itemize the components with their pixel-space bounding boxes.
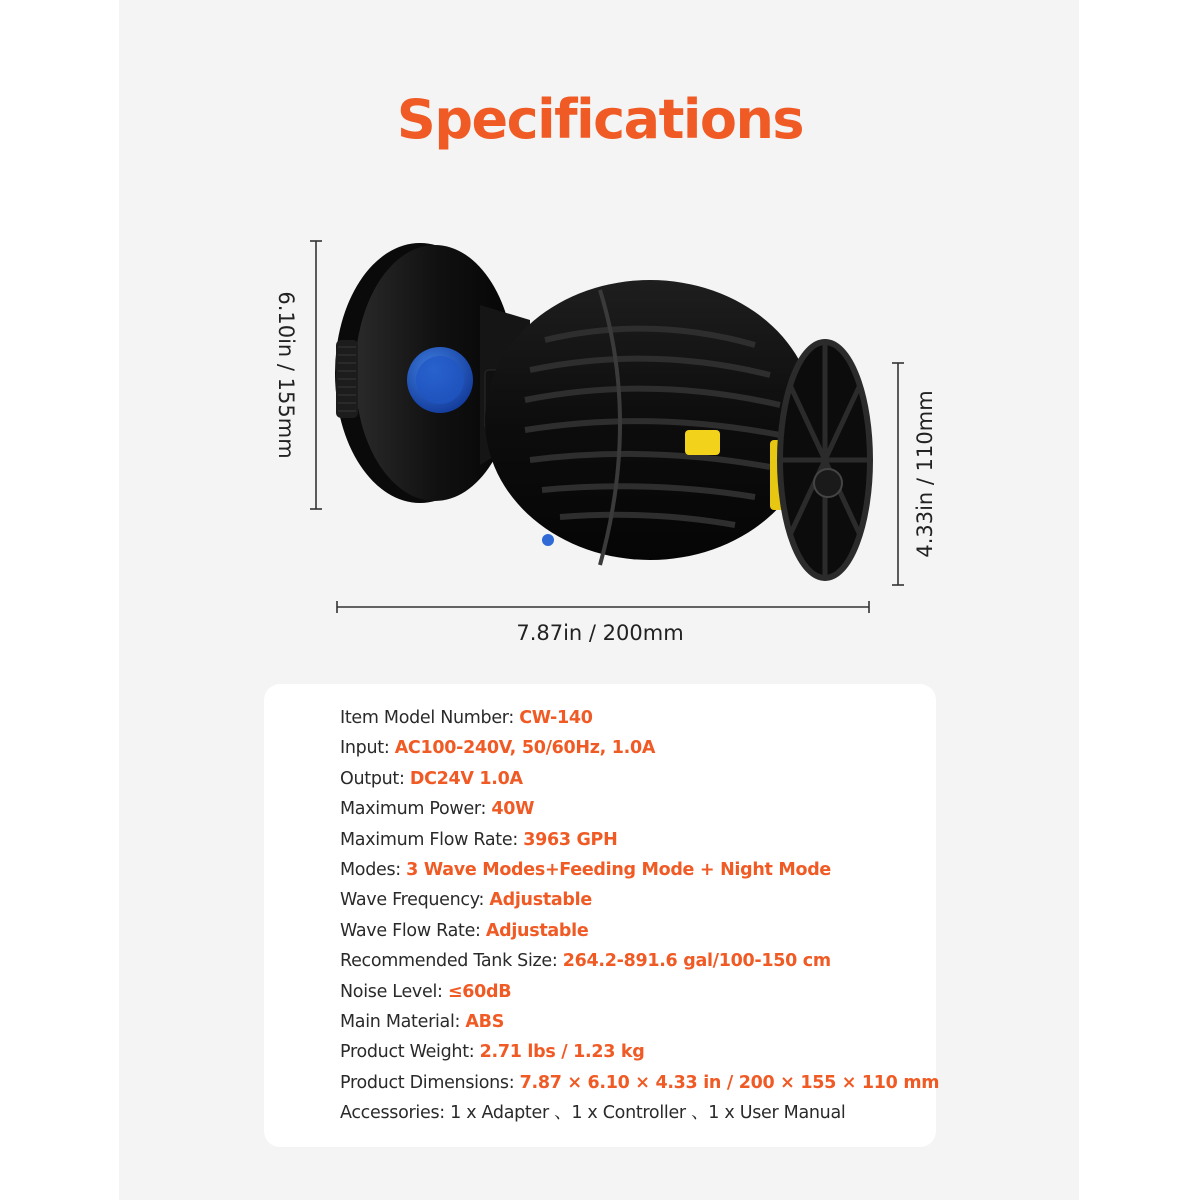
spec-row: Input: AC100-240V, 50/60Hz, 1.0A — [340, 738, 656, 759]
depth-dimension-label: 4.33in / 110mm — [913, 390, 937, 558]
spec-row: Product Weight: 2.71 lbs / 1.23 kg — [340, 1042, 645, 1063]
spec-row: Main Material: ABS — [340, 1011, 504, 1032]
front-guard — [780, 342, 870, 578]
blue-knob-icon — [407, 347, 473, 413]
height-dimension-label: 6.10in / 155mm — [274, 291, 298, 459]
wave-pump-product-image — [330, 235, 890, 605]
spec-row: Maximum Flow Rate: 3963 GPH — [340, 829, 618, 850]
spec-row: Maximum Power: 40W — [340, 799, 535, 820]
spec-row: Noise Level: ≤60dB — [340, 981, 512, 1002]
spec-row: Product Dimensions: 7.87 × 6.10 × 4.33 in / 200 × 155 × 110 mm — [340, 1072, 940, 1093]
spec-row: Modes: 3 Wave Modes+Feeding Mode + Night Mode — [340, 859, 831, 880]
spec-row: Recommended Tank Size: 264.2-891.6 gal/100-150 cm — [340, 951, 831, 972]
spec-row: Wave Frequency: Adjustable — [340, 890, 592, 911]
specifications-list — [340, 703, 939, 1128]
width-dimension-label: 7.87in / 200mm — [516, 621, 684, 645]
spec-row: Wave Flow Rate: Adjustable — [340, 920, 589, 941]
pump-body — [485, 280, 815, 565]
spec-row: Output: DC24V 1.0A — [340, 768, 523, 789]
spec-row: Accessories: 1 x Adapter 、1 x Controller 、1 x User Manual — [340, 1103, 846, 1124]
spec-row: Item Model Number: CW-140 — [340, 708, 593, 728]
page-title: Specifications — [396, 88, 804, 151]
